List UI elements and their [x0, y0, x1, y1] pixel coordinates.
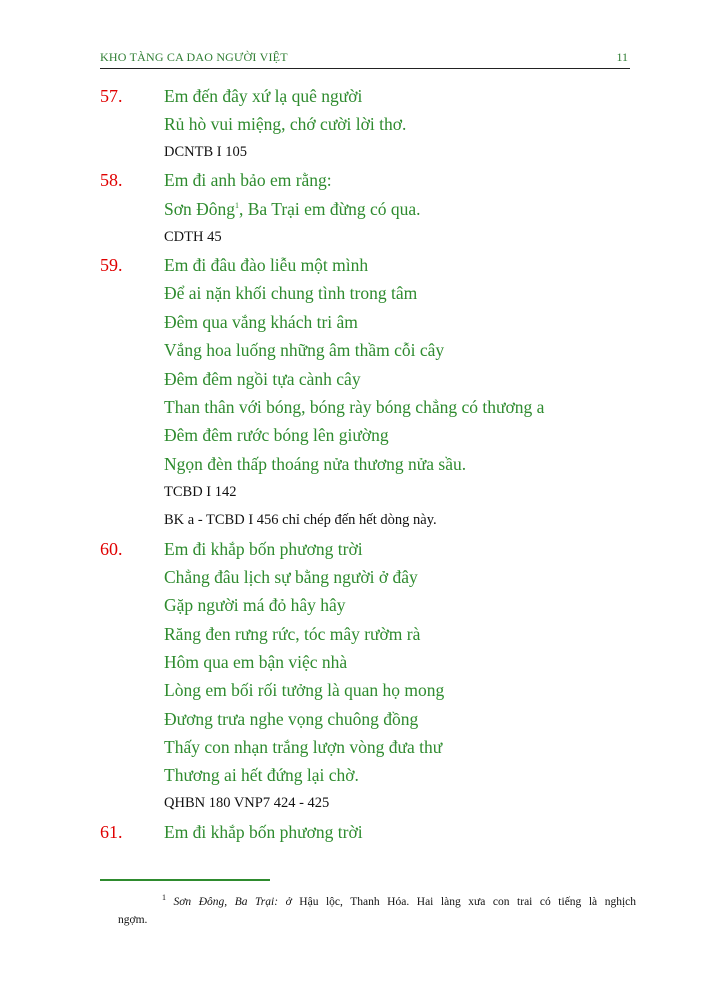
verse-line: Vắng hoa luống những âm thầm cỗi cây [164, 340, 445, 360]
verse-line: Than thân với bóng, bóng rày bóng chẳng có thương a [164, 397, 545, 417]
verse-line: Đêm qua vắng khách tri âm [164, 312, 358, 332]
entry-number: 57. [100, 86, 123, 106]
verse-line: Em đến đây xứ lạ quê người [164, 86, 363, 106]
entry-number: 58. [100, 170, 123, 190]
verse-line: Em đi đâu đào liễu một mình [164, 255, 369, 275]
footnote-line [100, 893, 636, 911]
page-number: 11 [616, 50, 628, 64]
running-header [100, 48, 630, 69]
verse-line: Thấy con nhạn trắng lượn vòng đưa thư [164, 737, 443, 757]
verse-line: Ngọn đèn thấp thoáng nửa thương nửa sầu. [164, 454, 467, 474]
verse-line: Em đi anh bảo em rằng: [164, 170, 332, 190]
verse-line: Chẳng đâu lịch sự bằng người ở đây [164, 567, 418, 587]
footnote-continuation: ngợm. [118, 914, 148, 926]
source-citation: DCNTB I 105 [164, 144, 247, 160]
source-citation: QHBN 180 VNP7 424 - 425 [164, 795, 330, 811]
source-citation: TCBD I 142 [164, 484, 237, 500]
footnote [100, 893, 636, 929]
verse-line: Đêm đêm rước bóng lên giường [164, 425, 389, 445]
source-note: BK a - TCBD I 456 chỉ chép đến hết dòng này. [164, 512, 437, 528]
entry-number: 59. [100, 255, 123, 275]
entry-number: 61. [100, 822, 123, 842]
footnote-separator [100, 879, 270, 881]
verse-line: Thương ai hết đứng lại chờ. [164, 765, 359, 785]
verse-line: Rủ hò vui miệng, chớ cười lời thơ. [164, 114, 407, 134]
verse-text: , Ba Trại em đừng có qua. [239, 199, 421, 219]
verse-text: Sơn Đông [164, 199, 235, 219]
footnote-term: Sơn Đông, Ba Trại: ở [173, 896, 292, 908]
book-title: KHO TÀNG CA DAO NGƯỜI VIỆT [100, 50, 288, 64]
verse-line-with-footnote [164, 199, 421, 220]
verse-line: Hôm qua em bận việc nhà [164, 652, 348, 672]
verse-line: Gặp người má đỏ hây hây [164, 595, 346, 615]
verse-line: Răng đen rưng rức, tóc mây rườm rà [164, 624, 421, 644]
verse-line: Em đi khắp bốn phương trời [164, 822, 363, 842]
entry-number: 60. [100, 539, 123, 559]
verse-line: Để ai nặn khối chung tình trong tâm [164, 283, 418, 303]
verse-line: Đương trưa nghe vọng chuông đồng [164, 709, 419, 729]
footnote-text: Hậu lộc, Thanh Hóa. Hai làng xưa con trai có tiếng là nghịch [299, 896, 636, 908]
verse-line: Lòng em bối rối tưởng là quan họ mong [164, 680, 445, 700]
verse-line: Đêm đêm ngồi tựa cành cây [164, 369, 361, 389]
source-citation: CDTH 45 [164, 229, 222, 245]
footnote-reference[interactable]: 1 [235, 201, 239, 211]
footnote-marker: 1 [162, 893, 166, 903]
verse-line: Em đi khắp bốn phương trời [164, 539, 363, 559]
